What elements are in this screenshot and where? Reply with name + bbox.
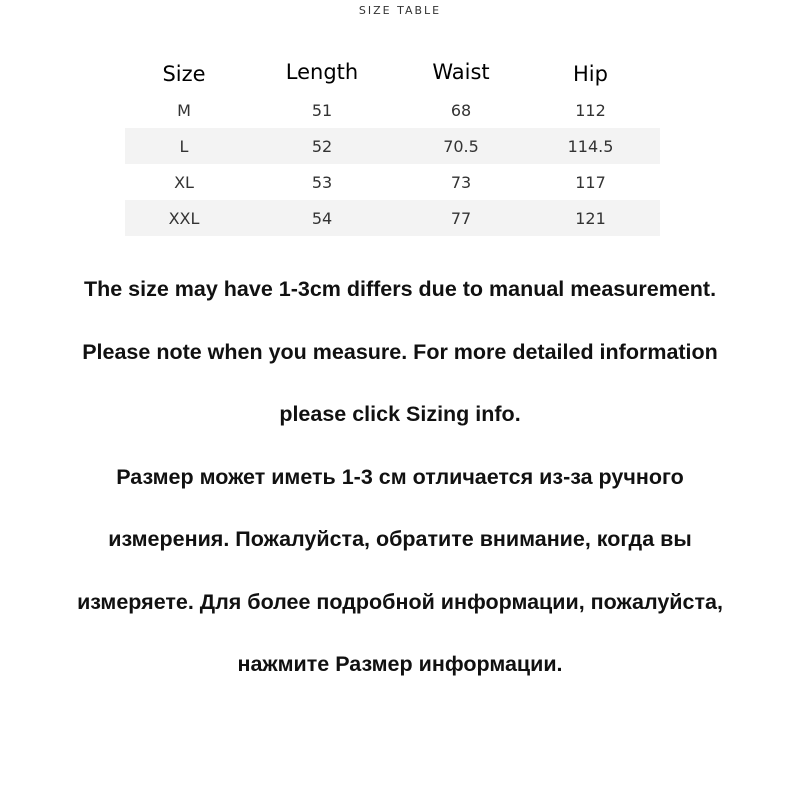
cell-hip: 112 xyxy=(575,100,606,120)
cell-hip: 121 xyxy=(521,200,660,236)
cell-hip: 117 xyxy=(575,172,606,192)
table-row xyxy=(125,164,660,200)
cell-size: L xyxy=(125,128,243,164)
cell-hip: 114.5 xyxy=(521,128,660,164)
note-line-en-2: Please note when you measure. For more detailed information xyxy=(82,339,718,364)
note-line-ru-3: измеряете. Для более подробной информации, пожалуйста, xyxy=(77,589,723,614)
cell-waist: 77 xyxy=(401,200,521,236)
table-row xyxy=(125,128,660,164)
table-header-row xyxy=(125,52,660,92)
cell-waist: 70.5 xyxy=(401,128,521,164)
cell-length: 51 xyxy=(311,100,333,120)
cell-waist: 68 xyxy=(450,100,472,120)
size-table xyxy=(125,52,660,236)
measurement-note xyxy=(0,258,800,696)
column-header-length: Length xyxy=(285,60,359,84)
note-line-en-1: The size may have 1-3cm differs due to manual measurement. xyxy=(83,277,717,301)
cell-waist: 73 xyxy=(450,172,472,192)
cell-length: 53 xyxy=(311,172,333,192)
cell-size: XXL xyxy=(125,200,243,236)
page-title: SIZE TABLE xyxy=(358,4,442,17)
table-row xyxy=(125,92,660,128)
note-line-ru-1: Размер может иметь 1-3 см отличается из-за ручного xyxy=(116,464,684,489)
cell-size: XL xyxy=(174,172,194,192)
column-header-size: Size xyxy=(162,62,206,86)
cell-length: 54 xyxy=(243,200,401,236)
note-line-ru-4: нажмите Размер информации. xyxy=(237,652,563,676)
note-line-en-3: please click Sizing info. xyxy=(279,402,521,426)
note-line-ru-2: измерения. Пожалуйста, обратите внимание, когда вы xyxy=(108,527,692,551)
cell-size: M xyxy=(177,100,191,120)
column-header-waist: Waist xyxy=(432,60,490,84)
column-header-hip: Hip xyxy=(573,62,608,86)
cell-length: 52 xyxy=(243,128,401,164)
table-row xyxy=(125,200,660,236)
